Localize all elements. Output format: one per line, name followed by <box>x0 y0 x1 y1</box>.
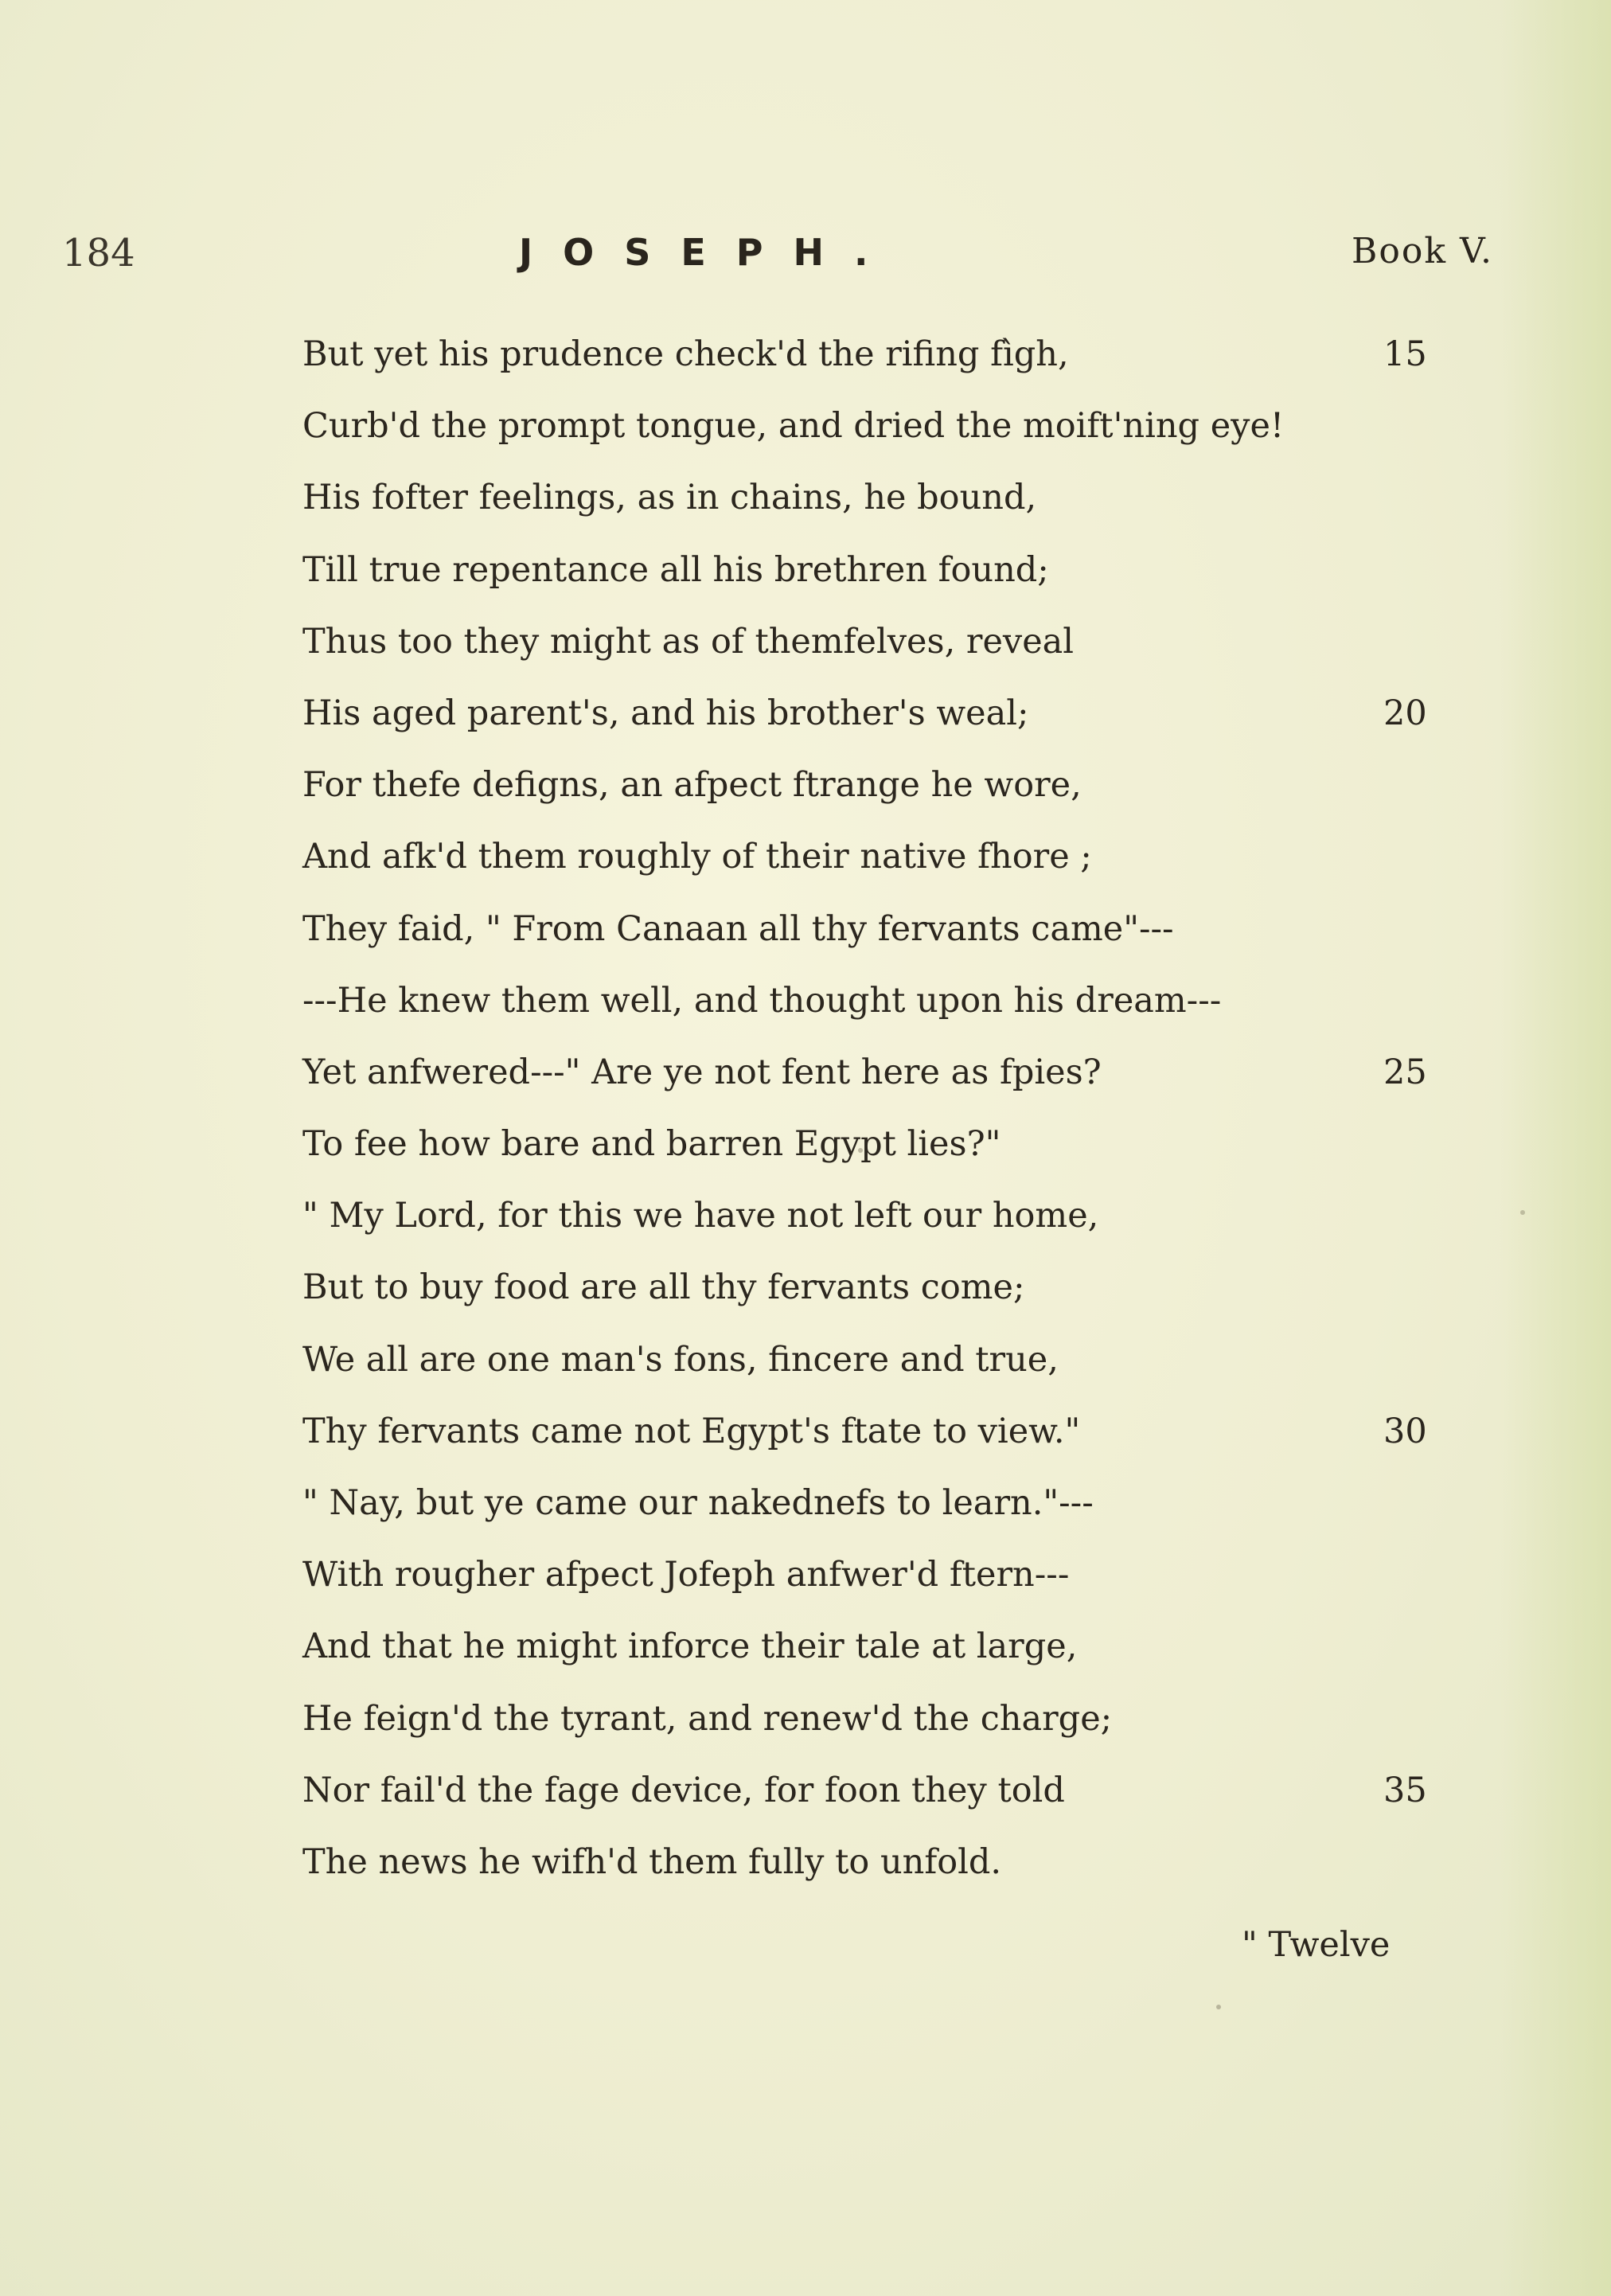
poem-line-text: But to buy food are all thy fervants come; <box>302 1267 1025 1308</box>
poem-line <box>302 1180 1433 1251</box>
poem-line <box>302 1755 1433 1826</box>
poem-line-text: Curb'd the prompt tongue, and dried the moift'ning eye! <box>302 406 1285 447</box>
poem-line <box>302 534 1433 606</box>
poem-line-text: His fofter feelings, as in chains, he bound, <box>302 478 1037 518</box>
poem-line <box>302 1539 1433 1611</box>
poem-line <box>302 1251 1433 1323</box>
paper-speck <box>858 1148 863 1153</box>
paper-speck <box>1216 2005 1221 2009</box>
catchword: " Twelve <box>1242 1925 1391 1965</box>
poem-line <box>302 893 1433 965</box>
poem-line <box>302 1611 1433 1682</box>
poem-line <box>302 1037 1433 1108</box>
poem-line <box>302 1108 1433 1180</box>
poem-line-text: Till true repentance all his brethren found; <box>302 549 1049 590</box>
line-number: 25 <box>1383 1052 1427 1092</box>
poem-line-text: To fee how bare and barren Egypt lies?" <box>302 1124 1001 1165</box>
poem-line-text: They faid, " From Canaan all thy fervants came"--- <box>302 908 1174 949</box>
poem-line-text: And that he might inforce their tale at large, <box>302 1626 1078 1667</box>
poem-line <box>302 1396 1433 1467</box>
poem-line <box>302 749 1433 821</box>
page-header <box>0 231 1611 295</box>
line-number: 15 <box>1383 334 1427 374</box>
poem-line-text: Thus too they might as of themfelves, reveal <box>302 621 1075 662</box>
poem-line <box>302 1683 1433 1755</box>
poem-line-text: " Nay, but ye came our nakednefs to learn."--- <box>302 1483 1094 1523</box>
poem-line <box>302 318 1433 390</box>
running-title: JOSEPH. <box>519 231 899 274</box>
poem-line <box>302 606 1433 677</box>
poem-line-text: For thefe defigns, an afpect ftrange he wore, <box>302 765 1082 806</box>
poem-line <box>302 821 1433 892</box>
poem-line <box>302 677 1433 749</box>
poem-line <box>302 1324 1433 1396</box>
poem-line-text: Nor fail'd the fage device, for foon they told <box>302 1770 1065 1810</box>
poem-line-text: With rougher afpect Jofeph anfwer'd ftern--- <box>302 1555 1070 1595</box>
line-number: 35 <box>1383 1770 1427 1810</box>
poem-line <box>302 462 1433 533</box>
poem-line <box>302 1826 1433 1898</box>
poem-line <box>302 1467 1433 1539</box>
poem-line <box>302 390 1433 462</box>
poem-line-text: " My Lord, for this we have not left our home, <box>302 1196 1099 1236</box>
paper-speck <box>1520 1210 1525 1215</box>
poem-line-text: The news he wifh'd them fully to unfold. <box>302 1841 1002 1882</box>
poem-body <box>302 318 1433 1898</box>
book-label: Book V. <box>1352 231 1494 271</box>
poem-line-text: Yet anfwered---" Are ye not fent here as fpies? <box>302 1052 1102 1092</box>
line-number: 30 <box>1383 1411 1427 1451</box>
poem-line-text: His aged parent's, and his brother's weal; <box>302 693 1029 733</box>
poem-line-text: He feign'd the tyrant, and renew'd the charge; <box>302 1698 1113 1739</box>
line-number: 20 <box>1383 693 1427 733</box>
poem-line-text: We all are one man's fons, fincere and true, <box>302 1339 1059 1380</box>
poem-line <box>302 965 1433 1037</box>
page-number: 184 <box>62 231 135 275</box>
poem-line-text: ---He knew them well, and thought upon his dream--- <box>302 980 1222 1021</box>
poem-line-text: And afk'd them roughly of their native fhore ; <box>302 837 1092 877</box>
poem-line-text: But yet his prudence check'd the rifing fìgh, <box>302 334 1069 374</box>
poem-line-text: Thy fervants came not Egypt's ftate to view." <box>302 1411 1081 1451</box>
